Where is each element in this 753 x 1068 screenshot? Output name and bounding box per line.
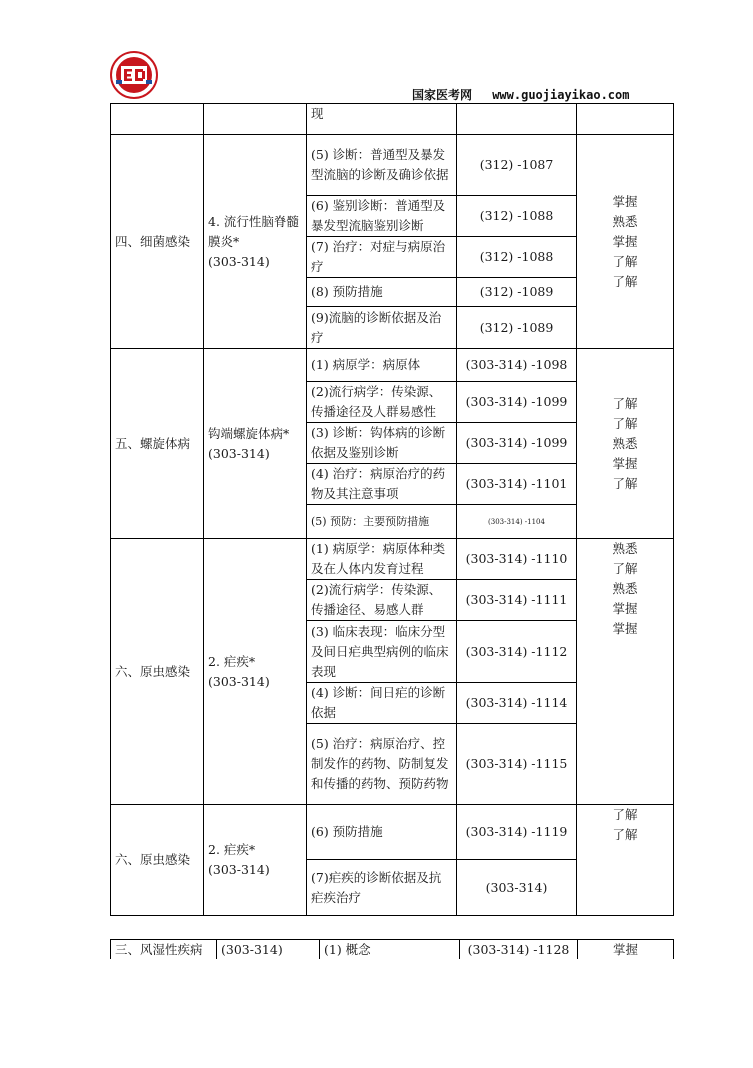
content-cell: (2)流行病学：传染源、传播途径及人群易感性 (307, 382, 457, 423)
level-value: 了解 (612, 273, 638, 289)
category-cell: 四、细菌感染 (111, 135, 204, 349)
content-cell: (6) 鉴别诊断：普通型及暴发型流脑鉴别诊断 (307, 196, 457, 237)
level-value: 掌握 (612, 233, 638, 249)
disease-cell: (303-314) (217, 940, 320, 960)
level-value: 熟悉 (612, 581, 638, 596)
syllabus-table (110, 103, 674, 916)
content-cell: (9)流脑的诊断依据及治疗 (307, 307, 457, 349)
page-cell: (303-314) -1099 (457, 423, 577, 464)
level-value: 了解 (612, 395, 638, 411)
content-cell: (7)疟疾的诊断依据及抗疟疾治疗 (307, 860, 457, 916)
level-value: 熟悉 (612, 435, 638, 451)
level-value: 了解 (612, 561, 638, 576)
level-cell (577, 805, 674, 916)
table-row (111, 539, 674, 580)
site-header (412, 86, 629, 103)
content-cell: (7) 治疗：对症与病原治疗 (307, 237, 457, 278)
page-cell: (312) -1087 (457, 135, 577, 196)
page-cell: (303-314) -1114 (457, 683, 577, 724)
level-value: 掌握 (612, 193, 638, 209)
content-cell: (5) 预防：主要预防措施 (307, 505, 457, 539)
level-value: 掌握 (612, 455, 638, 471)
page-cell: (303-314) -1112 (457, 621, 577, 683)
site-logo (108, 50, 160, 100)
level-cell (577, 349, 674, 539)
content-cell: (4) 治疗：病原治疗的药物及其注意事项 (307, 464, 457, 505)
level-value: 了解 (612, 415, 638, 431)
category-cell: 六、原虫感染 (111, 805, 204, 916)
page-cell: (303-314) -1119 (457, 805, 577, 860)
page-cell: (312) -1088 (457, 237, 577, 278)
content-cell: (6) 预防措施 (307, 805, 457, 860)
disease-cell: 钩端螺旋体病* (303-314) (204, 349, 307, 539)
level-cell: 掌握 (578, 940, 674, 960)
category-cell: 六、原虫感染 (111, 539, 204, 805)
content-cell: (8) 预防措施 (307, 278, 457, 307)
level-cell (577, 135, 674, 349)
content-cell: (5) 治疗：病原治疗、控制发作的药物、防制复发和传播的药物、预防药物 (307, 724, 457, 805)
syllabus-table-2 (110, 939, 674, 959)
category-cell: 三、风湿性疾病 (111, 940, 217, 960)
level-value: 熟悉 (612, 213, 638, 229)
level-value: 了解 (612, 807, 638, 822)
disease-cell: 2. 疟疾* (303-314) (204, 539, 307, 805)
table-row (111, 349, 674, 382)
level-cell (577, 539, 674, 805)
level-value: 了解 (612, 475, 638, 491)
page-cell: (303-314) -1128 (460, 940, 578, 960)
table-row (111, 805, 674, 860)
page-cell: (312) -1088 (457, 196, 577, 237)
page-cell: (303-314) -1115 (457, 724, 577, 805)
level-value: 了解 (612, 253, 638, 269)
content-cell: (1) 病原学：病原体种类及在人体内发育过程 (307, 539, 457, 580)
level-value: 熟悉 (612, 541, 638, 556)
content-cell: (1) 概念 (320, 940, 460, 960)
content-cell: (5) 诊断：普通型及暴发型流脑的诊断及确诊依据 (307, 135, 457, 196)
page-cell: (303-314) (457, 860, 577, 916)
page-cell: (303-314) -1099 (457, 382, 577, 423)
level-value: 了解 (612, 827, 638, 842)
page-cell: (303-314) -1104 (457, 505, 577, 539)
content-cell: (2)流行病学：传染源、传播途径、易感人群 (307, 580, 457, 621)
table-row (111, 135, 674, 196)
content-cell: 现 (307, 104, 457, 135)
category-cell: 五、螺旋体病 (111, 349, 204, 539)
page-cell: (303-314) -1098 (457, 349, 577, 382)
content-cell: (4) 诊断：间日疟的诊断依据 (307, 683, 457, 724)
content-cell: (3) 诊断：钩体病的诊断依据及鉴别诊断 (307, 423, 457, 464)
page-cell: (312) -1089 (457, 307, 577, 349)
level-value: 掌握 (612, 621, 638, 636)
site-name: 国家医考网 (412, 88, 473, 102)
page-cell: (312) -1089 (457, 278, 577, 307)
site-url: www.guojiayikao.com (492, 88, 630, 102)
level-value: 掌握 (612, 601, 638, 616)
content-cell: (3) 临床表现：临床分型及间日疟典型病例的临床表现 (307, 621, 457, 683)
page-cell: (303-314) -1110 (457, 539, 577, 580)
content-cell: (1) 病原学：病原体 (307, 349, 457, 382)
table-row (111, 104, 674, 135)
page-cell: (303-314) -1101 (457, 464, 577, 505)
table-row (111, 940, 674, 960)
disease-cell: 2. 疟疾* (303-314) (204, 805, 307, 916)
page-cell: (303-314) -1111 (457, 580, 577, 621)
disease-cell: 4. 流行性脑脊髓膜炎* (303-314) (204, 135, 307, 349)
